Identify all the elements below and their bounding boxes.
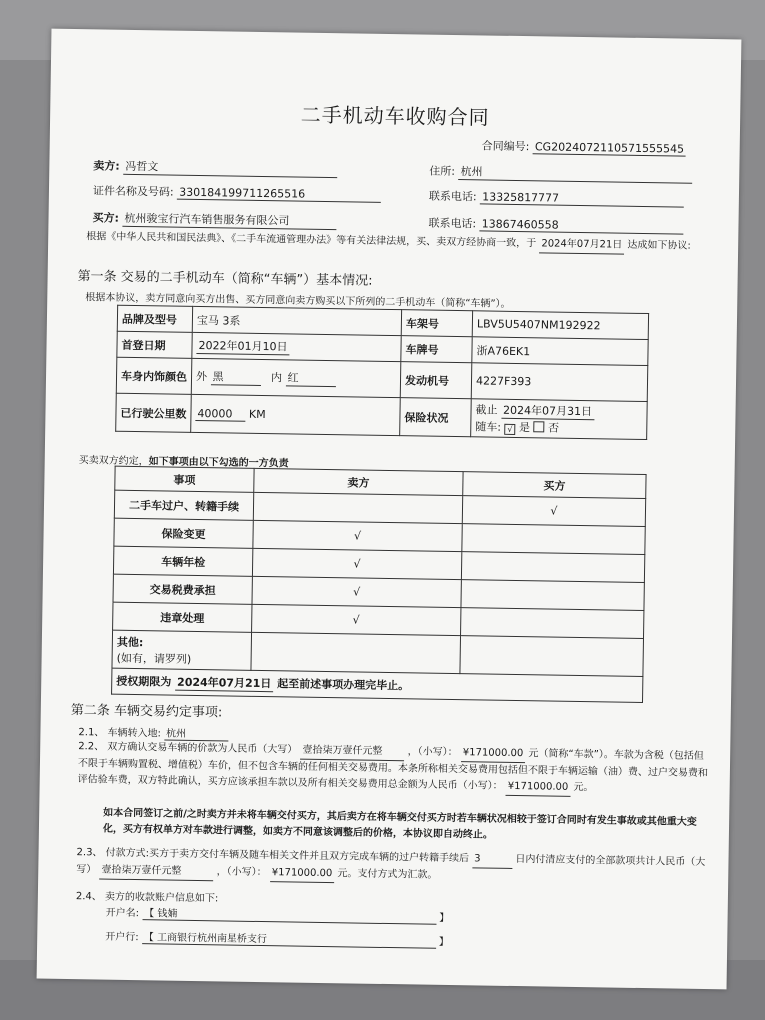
authorization-date: 2024年07月21日 <box>175 674 273 693</box>
resp-item: 交易税费承担 <box>113 574 252 604</box>
contract-paper <box>37 29 742 990</box>
contract-number-value: CG2024072110571555545 <box>533 140 686 156</box>
buyer-line: 买方: 杭州骏宝行汽车销售服务有限公司 <box>92 209 336 230</box>
responsibility-intro: 买卖双方约定，如下事项由以下勾选的一方负责 <box>78 455 289 470</box>
seller-name: 冯哲文 <box>123 158 337 178</box>
contract-title: 二手机动车收购合同 <box>300 102 490 130</box>
article-2-title: 第二条 车辆交易约定事项: <box>70 703 223 721</box>
resp-buyer-mark: √ <box>462 496 645 527</box>
resp-seller-mark: √ <box>252 576 461 607</box>
total-price-number: ¥171000.00 <box>506 779 571 797</box>
other-label: 其他: <box>116 635 144 649</box>
mileage-value: 40000 <box>195 406 245 421</box>
address-line: 住所: 杭州 <box>429 163 692 184</box>
seller-phone-line: 联系电话: 13325817777 <box>429 188 684 208</box>
resp-item: 二手车过户、转籍手续 <box>114 490 253 520</box>
price-chinese: 壹拾柒万壹仟元整 <box>300 743 404 762</box>
account-name-line: 开户名: 【 钱婻 】 <box>106 904 450 925</box>
table-row <box>116 393 648 439</box>
vin-value: LBV5U5407NM192922 <box>472 311 648 340</box>
vin-label: 车架号 <box>401 310 472 337</box>
authorization-cell: 授权期限为 2024年07月21日 起至前述事项办理完毕止。 <box>112 668 643 702</box>
payment-number: ¥171000.00 <box>270 865 335 883</box>
seller-address: 杭州 <box>458 163 692 184</box>
account-name-field: 【 钱婻 <box>142 904 436 925</box>
other-cell <box>112 630 252 670</box>
brand-value: 宝马 3系 <box>192 306 401 335</box>
insurance-cell: 截止 2024年07月31日 随车: √ 是 否 <box>471 399 648 440</box>
exterior-color: 黑 <box>210 368 260 386</box>
clause-2-3: 2.3、 付款方式:买方于卖方交付车辆及随车相关文件并且双方完成车辆的过户转籍手续后 3 日内付清应支付的全部款项共计人民币（大写） 壹拾柒万壹仟元整 ，（小写）： ¥171000.00 元。支付方式为汇款。 <box>76 845 706 889</box>
resp-seller-mark: √ <box>253 520 462 551</box>
buyer-name: 杭州骏宝行汽车销售服务有限公司 <box>122 210 336 230</box>
bank-line: 开户行: 【 工商银行杭州南星桥支行 】 <box>105 928 449 949</box>
reg-date-label: 首登日期 <box>117 331 192 358</box>
resp-head-buyer: 买方 <box>463 472 646 499</box>
mileage-label: 已行驶公里数 <box>116 393 192 432</box>
resp-seller-mark: √ <box>252 604 461 635</box>
reg-date-value: 2022年01月10日 <box>196 337 289 355</box>
id-line: 证件名称及号码: 330184199711265516 <box>93 182 381 203</box>
article-1-description: 根据本协议，卖方同意向买方出售、买方同意向卖方购买以下所列的二手机动车（简称“车辆”）。 <box>85 292 511 310</box>
insurance-until: 2024年07月31日 <box>501 402 594 420</box>
resp-buyer-mark <box>461 608 644 639</box>
other-hint: (如有，请罗列) <box>116 651 192 666</box>
plate-value: 浙A76EK1 <box>472 337 648 366</box>
reg-date-cell <box>192 332 401 361</box>
bank-field: 【 工商银行杭州南星桥支行 <box>142 928 436 949</box>
seller-phone: 13325817777 <box>480 190 684 207</box>
engine-value: 4227F393 <box>471 363 648 402</box>
seller-id-number: 330184199711265516 <box>177 186 381 203</box>
intro-date: 2024年07月21日 <box>539 236 624 254</box>
resp-seller-mark <box>253 492 462 523</box>
contract-number: 合同编号: CG2024072110571555545 <box>481 139 685 156</box>
resp-head-seller: 卖方 <box>254 468 463 495</box>
engine-label: 发动机号 <box>400 362 472 399</box>
checkbox-no <box>533 421 544 432</box>
buyer-phone: 13867460558 <box>480 217 684 234</box>
plate-label: 车牌号 <box>401 336 472 363</box>
buyer-phone-line: 联系电话: 13867460558 <box>428 215 683 235</box>
clause-2-1: 2.1、 车辆转入地: 杭州 <box>78 723 228 741</box>
responsibility-table <box>111 466 647 703</box>
clause-2-4: 2.4、 卖方的收款账户信息如下: <box>75 891 219 905</box>
resp-buyer-mark <box>462 524 645 555</box>
color-cell: 外 黑 内 红 <box>191 358 401 397</box>
account-name: 钱婻 <box>157 908 178 920</box>
resp-seller-mark: √ <box>252 548 461 579</box>
insurance-label: 保险状况 <box>400 398 472 437</box>
price-number: ¥171000.00 <box>461 745 526 763</box>
color-label: 车身内饰颜色 <box>116 357 192 394</box>
resp-item: 保险变更 <box>114 518 253 548</box>
clause-2-2: 2.2、 双方确认交易车辆的价款为人民币（大写） 壹拾柒万壹仟元整 ，（小写）： ¥171000.00 元（简称“车款”）。车款为含税（包括但不限于车辆购置税、增值税）车价，但不包含车辆的任何相关交易费用。本条所称相关交易费用包括但不限于车辆运输（油）费、过户交易费和评估验车费，双方特此确认，买方应该承担车款以及所有相关交易费用总金额为人民币（小写）： ¥171000.00 元。 <box>78 739 709 799</box>
adjustment-clause: 如本合同签订之前/之时卖方并未将车辆交付买方，其后卖方在将车辆交付买方时若车辆状况相较于签订合同时有发生事故或其他重大变化，买方有权单方对车款进行调整，如卖方不同意该调整后的价格，本协议即自动终止。 <box>102 807 697 841</box>
article-1-title: 第一条 交易的二手机动车（简称“车辆”）基本情况: <box>77 269 373 289</box>
mileage-cell <box>191 394 401 435</box>
intro-paragraph: 根据《中华人民共和国民法典》、《二手车流通管理办法》等有关法律法规，买、卖双方经协商一致，于 2024年07月21日 达成如下协议: <box>86 229 716 256</box>
checkbox-yes-checked: √ <box>504 424 515 435</box>
resp-item: 车辆年检 <box>113 546 252 576</box>
resp-head-item: 事项 <box>115 466 254 492</box>
brand-label: 品牌及型号 <box>117 305 192 332</box>
payment-days: 3 <box>472 851 512 869</box>
seller-line: 卖方: 冯哲文 <box>93 157 337 178</box>
interior-color: 红 <box>285 369 335 387</box>
transfer-destination: 杭州 <box>164 724 228 741</box>
payment-chinese: 壹拾柒万壹仟元整 <box>99 862 213 881</box>
vehicle-info-table <box>115 305 649 440</box>
bank-name: 工商银行杭州南星桥支行 <box>156 932 268 946</box>
resp-buyer-mark <box>461 580 644 611</box>
resp-item: 违章处理 <box>113 602 252 632</box>
resp-buyer-mark <box>461 552 644 583</box>
mileage-unit: KM <box>248 407 266 421</box>
